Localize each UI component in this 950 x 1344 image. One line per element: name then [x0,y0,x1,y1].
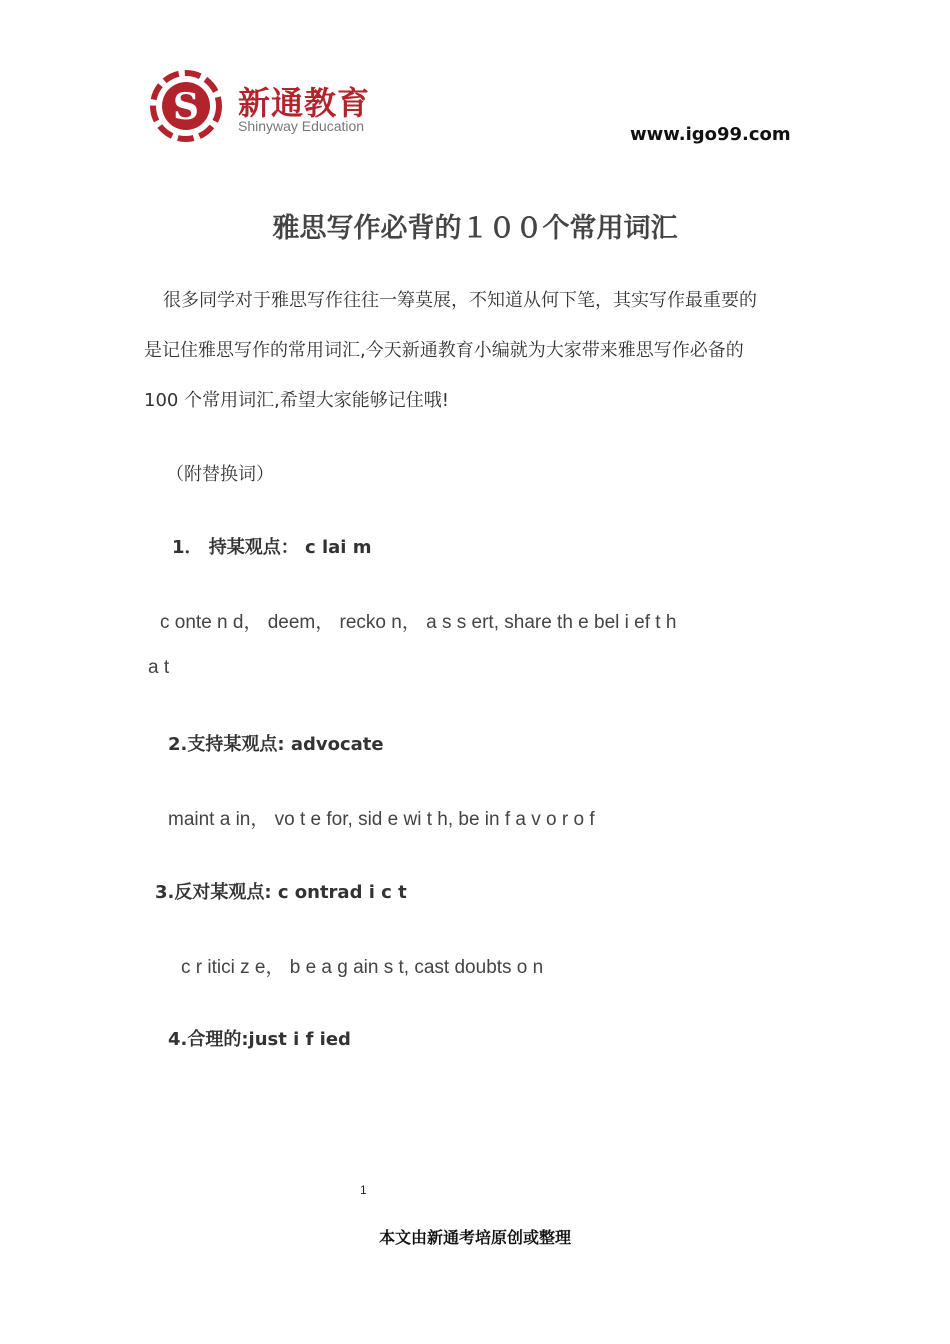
entry-synonyms: a t [148,657,170,678]
entry-heading: 1． 持某观点： c lai m [172,537,372,558]
entry-heading: 2.支持某观点: advocate [168,734,384,755]
entry-synonyms: c r itici z e， b e a g ain s t, cast doubts o n [181,957,544,978]
shinyway-s-logo-icon [148,68,224,144]
brand-name-cn: 新通教育 [238,84,371,122]
brand-name-en: Shinyway Education [238,118,365,134]
replacement-note: （附替换词） [166,464,274,485]
intro-line: 是记住雅思写作的常用词汇,今天新通教育小编就为大家带来雅思写作必备的 [144,340,744,361]
intro-line: 很多同学对于雅思写作往往一筹莫展，不知道从何下笔，其实写作最重要的 [163,290,757,311]
entry-synonyms: c onte n d， deem， recko n， a s s ert, share th e bel i ef t h [160,612,677,633]
entry-heading: 3.反对某观点: c ontrad i c t [155,882,407,903]
website-link[interactable]: www.igo99.com [630,124,791,145]
brand-logo [148,68,398,144]
page-number: 1 [360,1183,367,1197]
footer-credit: 本文由新通考培原创或整理 [378,1228,571,1247]
entry-synonyms: maint a in， vo t e for, sid e wi t h, be in f a v o r o f [168,809,595,830]
svg-text:S: S [173,86,199,128]
entry-heading: 4.合理的:just i f ied [168,1029,351,1050]
intro-line: 100 个常用词汇,希望大家能够记住哦! [144,390,450,411]
document-title: 雅思写作必背的１００个常用词汇 [272,213,678,244]
